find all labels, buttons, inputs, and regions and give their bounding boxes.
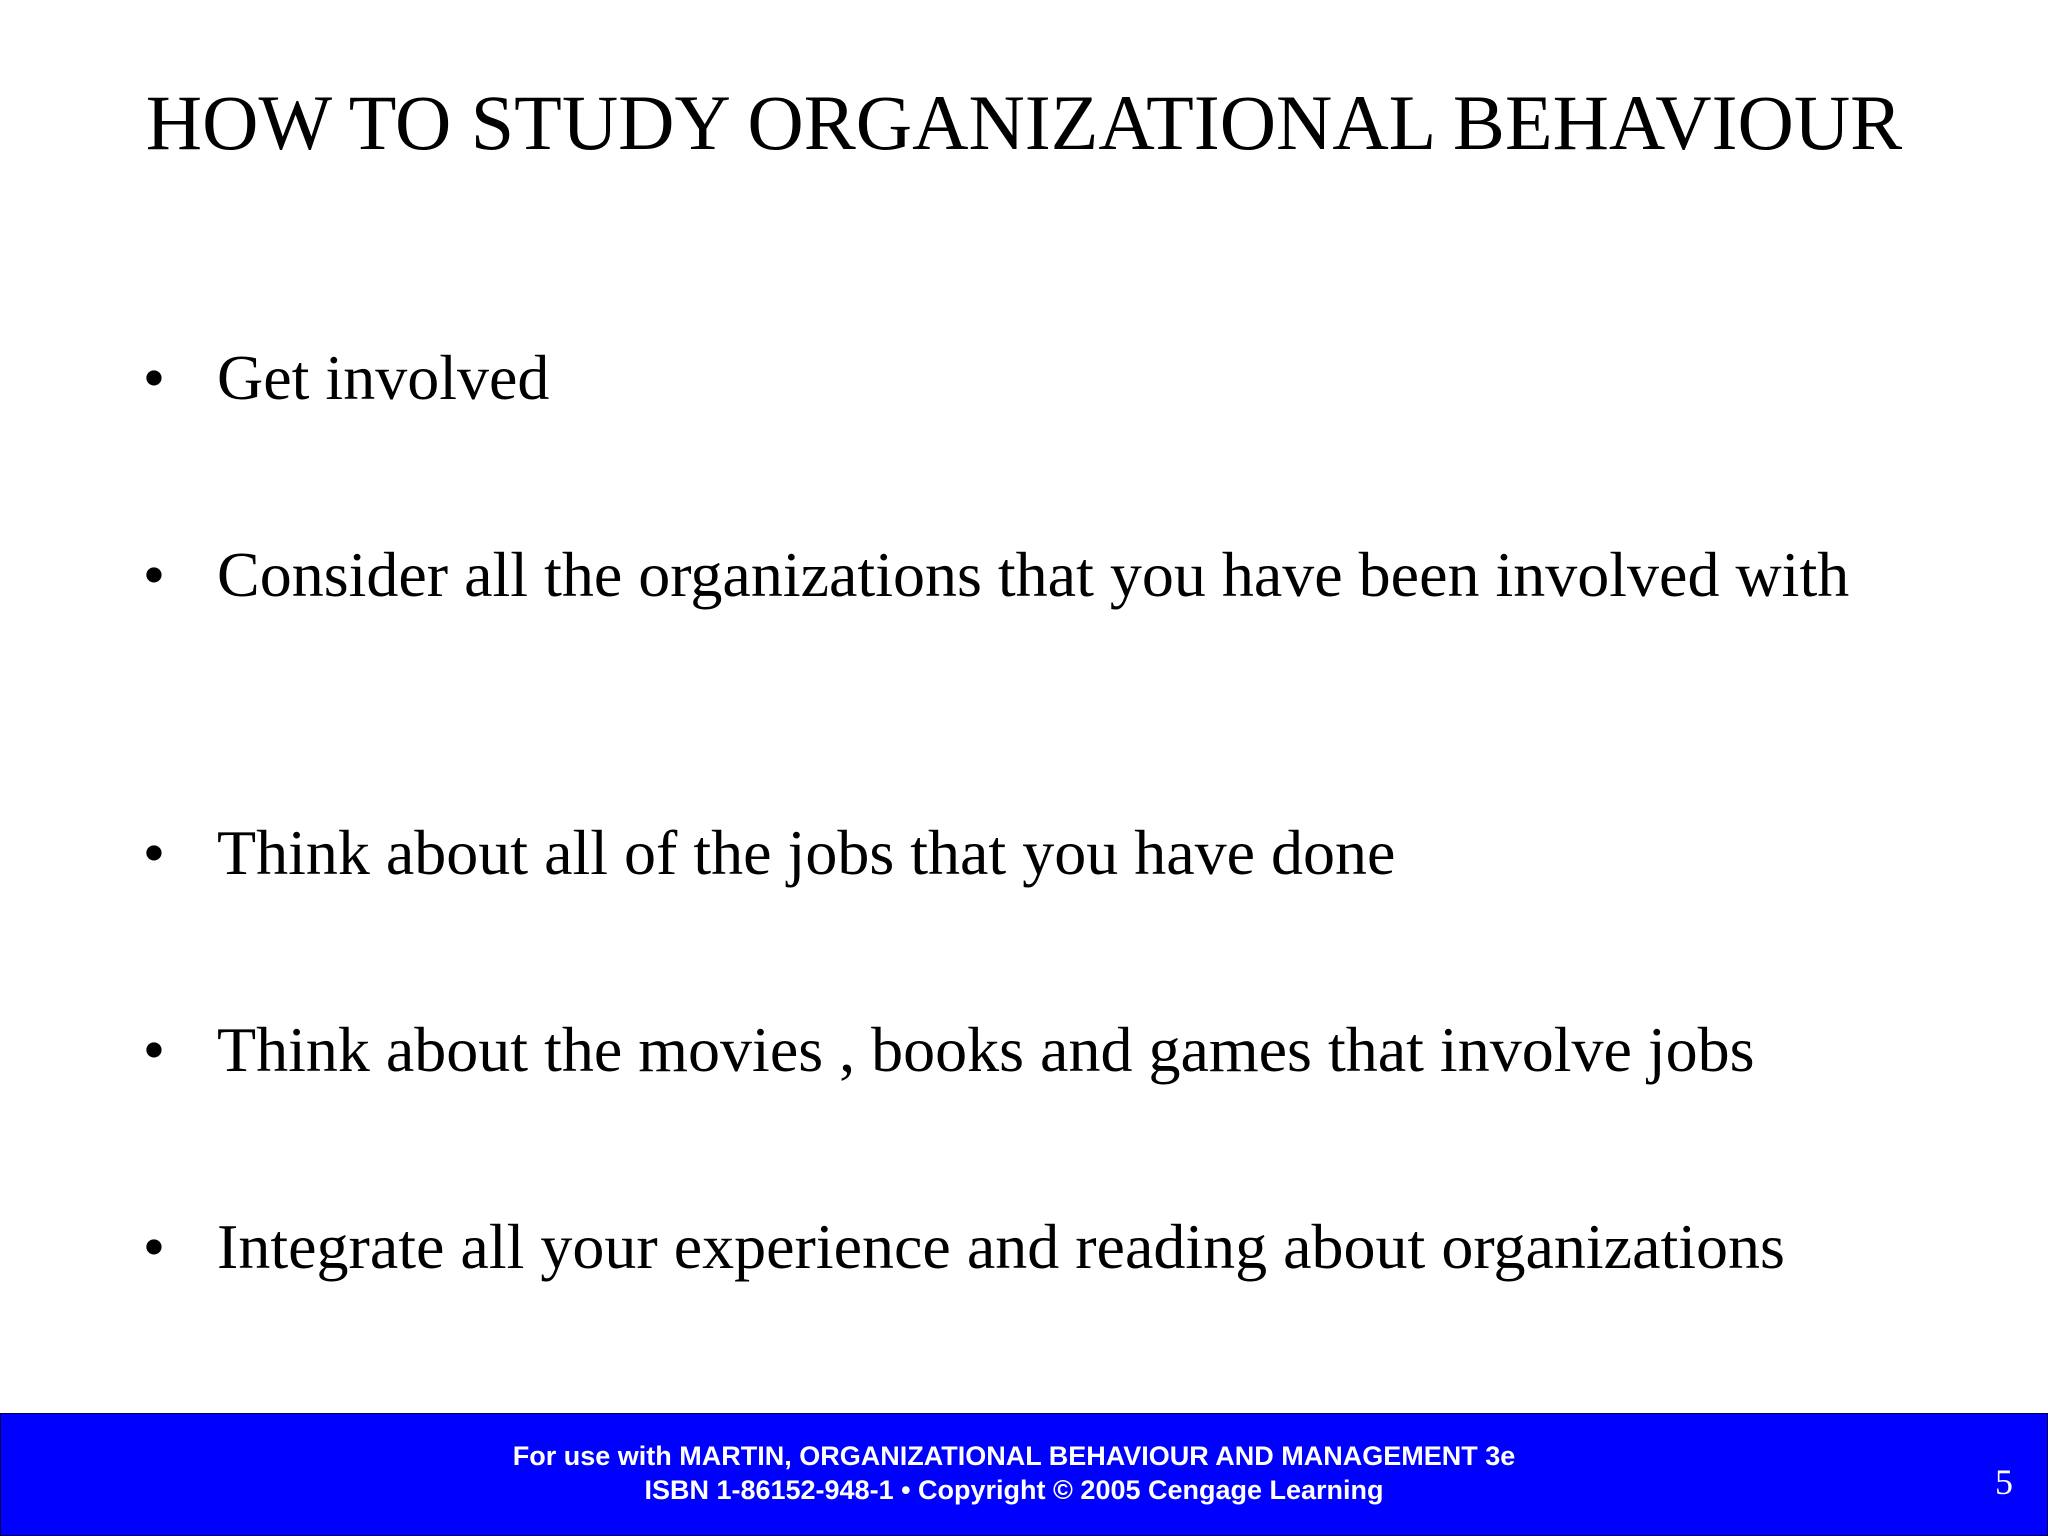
slide-title: HOW TO STUDY ORGANIZATIONAL BEHAVIOUR bbox=[145, 79, 1903, 166]
footer-line-copyright: ISBN 1-86152-948-1 • Copyright © 2005 Cengage Learning bbox=[644, 1475, 1384, 1505]
bullet-dot-icon: • bbox=[142, 817, 166, 888]
bullet-dot-icon: • bbox=[142, 1211, 166, 1282]
bullet-dot-icon: • bbox=[142, 539, 166, 610]
footer-line-book: For use with MARTIN, ORGANIZATIONAL BEHAVIOUR AND MANAGEMENT 3e bbox=[512, 1441, 1516, 1471]
bullet-text: Integrate all your experience and reading about organizations bbox=[217, 1211, 1785, 1282]
bullet-text: Think about all of the jobs that you have done bbox=[217, 817, 1396, 888]
page-number: 5 bbox=[1995, 1462, 2013, 1502]
bullet-dot-icon: • bbox=[142, 1014, 166, 1085]
bullet-text: Get involved bbox=[217, 342, 550, 413]
bullet-text: Consider all the organizations that you have been involved with bbox=[217, 539, 1850, 610]
footer-bar bbox=[0, 1413, 2048, 1536]
bullet-text: Think about the movies , books and games that involve jobs bbox=[217, 1014, 1755, 1085]
bullet-dot-icon: • bbox=[142, 342, 166, 413]
footer-text bbox=[1, 1439, 2027, 1507]
